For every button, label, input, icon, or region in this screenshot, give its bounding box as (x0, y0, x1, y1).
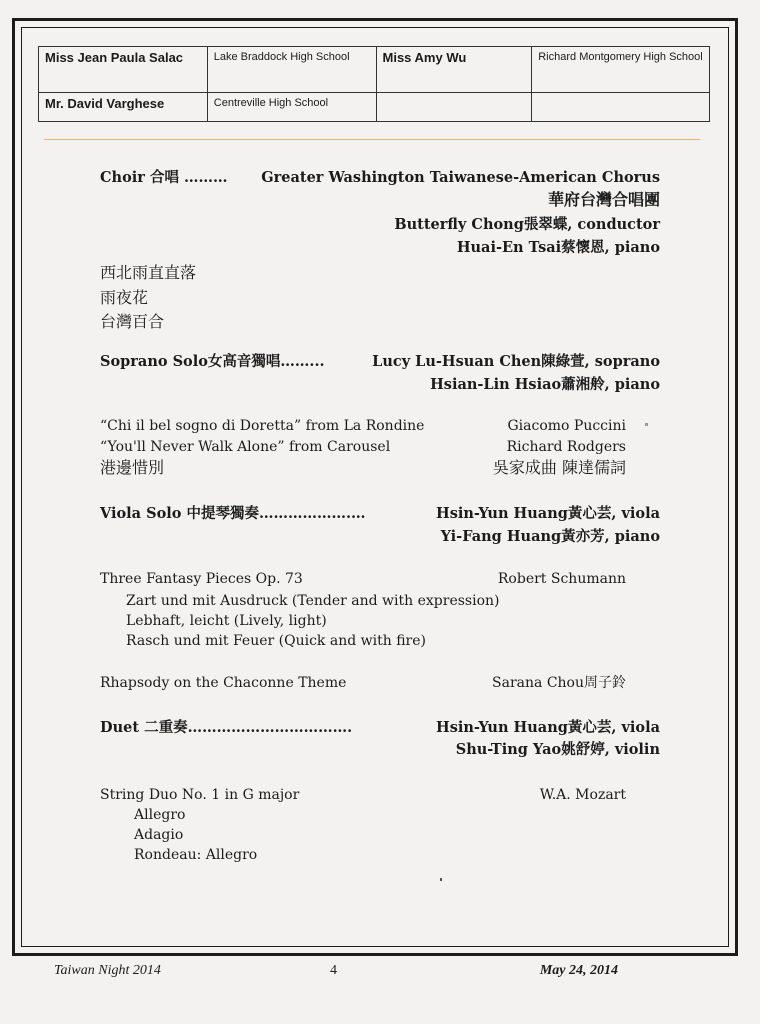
viola-performer: Hsin-Yun Huang黃心芸, viola (436, 505, 660, 522)
judges-table (38, 46, 710, 122)
page-border-inner (21, 27, 729, 947)
movement: Zart und mit Ausdruck (Tender and with expression) (126, 593, 500, 609)
empty-cell (376, 93, 532, 122)
movement: Lebhaft, leicht (Lively, light) (126, 613, 327, 629)
judge-name: Mr. David Varghese (39, 93, 208, 122)
judge-school: Richard Montgomery High School (532, 47, 710, 93)
piece-title: Three Fantasy Pieces Op. 73 (100, 571, 303, 587)
soprano-heading: Soprano Solo女高音獨唱……... (100, 353, 325, 370)
choir-performer-zh: 華府台灣合唱團 (547, 190, 660, 209)
piece-composer: 吳家成曲 陳達儒詞 (492, 458, 626, 477)
choir-heading: Choir 合唱 ……… (100, 169, 228, 186)
duet-performer: Hsin-Yun Huang黃心芸, viola (436, 719, 660, 736)
movement: Allegro (134, 807, 186, 823)
piece-title: String Duo No. 1 in G major (100, 787, 300, 803)
viola-heading: Viola Solo 中提琴獨奏……………….… (100, 505, 366, 522)
table-row (39, 47, 710, 93)
divider (44, 139, 700, 140)
table-row (39, 93, 710, 122)
piece-title: “You'll Never Walk Alone” from Carousel (100, 439, 391, 455)
choir-piece: 雨夜花 (100, 288, 149, 307)
soprano-performer: Lucy Lu-Hsuan Chen陳綠萱, soprano (372, 353, 660, 370)
piece-composer: Richard Rodgers (506, 439, 626, 455)
duet-performer: Shu-Ting Yao姚舒婷, violin (455, 741, 660, 758)
piece-title: Rhapsody on the Chaconne Theme (100, 675, 347, 691)
movement: Adagio (134, 827, 184, 843)
choir-performer: Greater Washington Taiwanese-American Chorus (261, 169, 660, 186)
soprano-pianist: Hsian-Lin Hsiao蕭湘舲, piano (430, 376, 660, 393)
piece-title: 港邊惜別 (100, 458, 165, 477)
page-border-outer (12, 18, 738, 956)
duet-heading: Duet 二重奏……………………………. (100, 719, 353, 736)
judge-name: Miss Jean Paula Salac (39, 47, 208, 93)
empty-cell (532, 93, 710, 122)
footer-event: Taiwan Night 2014 (54, 963, 161, 978)
judge-school: Lake Braddock High School (207, 47, 376, 93)
choir-piece: 台灣百合 (100, 312, 165, 331)
piece-composer: W.A. Mozart (539, 787, 626, 803)
viola-pianist: Yi-Fang Huang黃亦芳, piano (440, 528, 660, 545)
piece-composer: Robert Schumann (497, 571, 626, 587)
piece-composer: Giacomo Puccini (507, 418, 626, 434)
judge-school: Centreville High School (207, 93, 376, 122)
scan-speck (440, 878, 442, 881)
movement: Rondeau: Allegro (134, 847, 258, 863)
footer-date: May 24, 2014 (539, 963, 618, 978)
choir-pianist: Huai-En Tsai蔡懷恩, piano (456, 239, 660, 256)
footer-page-number: 4 (330, 963, 337, 978)
movement: Rasch und mit Feuer (Quick and with fire) (126, 633, 426, 649)
piece-title: “Chi il bel sogno di Doretta” from La Rondine (100, 418, 425, 434)
judge-name: Miss Amy Wu (376, 47, 532, 93)
choir-conductor: Butterfly Chong張翠蝶, conductor (394, 216, 660, 233)
choir-piece: 西北雨直直落 (100, 263, 197, 282)
scan-speck (645, 423, 648, 426)
piece-composer: Sarana Chou周子鈴 (492, 675, 626, 691)
